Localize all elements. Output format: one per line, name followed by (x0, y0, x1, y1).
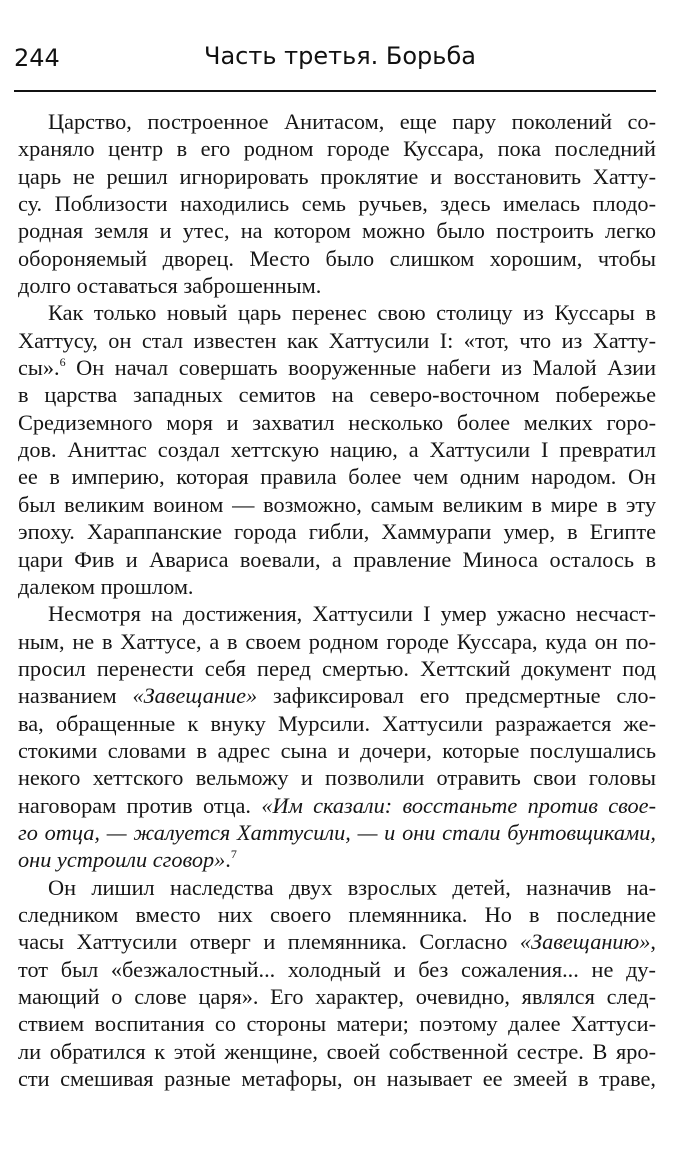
quote-fragment: они устроили сговор» (18, 847, 226, 873)
quote-fragment: го отца, — жалуется Хаттусили, — (18, 819, 385, 845)
text-line: ее в империю, которая правила более чем одним народом. Он (18, 464, 656, 490)
text-fragment: часы Хаттусили отверг и племянника. Согласно (18, 929, 520, 955)
text-line: ным, не в Хаттусе, а в своем родном городе Куссара, куда он по- (18, 628, 656, 654)
text-line (18, 819, 656, 846)
text-line: обороняемый дворец. Место было слишком хорошим, чтобы (18, 245, 656, 271)
text-fragment: сы». (18, 355, 60, 381)
footnote-ref: 6 (59, 355, 66, 370)
text-line: ва, обращенные к внуку Мурсили. Хаттусили разражается же- (18, 710, 656, 736)
text-fragment: зафиксировал его предсмертные сло- (257, 683, 656, 709)
text-line: сти смешивая разные метафоры, он называет ее змеей в траве, (18, 1066, 656, 1092)
text-fragment: . (225, 847, 231, 873)
text-line: в царства западных семитов на северо-восточном побережье (18, 382, 656, 408)
text-line: царь не решил игнорировать проклятие и восстановить Хатту- (18, 163, 656, 189)
text-line: стокими словами в адрес сына и дочери, которые послушались (18, 737, 656, 763)
text-line: Несмотря на достижения, Хаттусили I умер ужасно несчаст- (48, 601, 656, 627)
body-text (18, 108, 656, 1092)
text-fragment: Он начал совершать вооруженные набеги из Малой Азии (76, 355, 656, 381)
paragraph-4 (18, 874, 656, 1093)
text-fragment: названием (18, 683, 133, 709)
text-line (18, 682, 656, 709)
text-line: мающий о слове царя». Его характер, очевидно, являлся след- (18, 984, 656, 1009)
text-line: Он лишил наследства двух взрослых детей, назначив на- (48, 874, 656, 900)
text-line: просил перенести себя перед смертью. Хеттский документ под (18, 655, 656, 681)
quote-fragment: и они стали бунтовщиками, (384, 819, 656, 845)
document-title: «Завещанию» (519, 929, 651, 955)
document-title: «Завещание» (132, 683, 258, 709)
text-line: су. Поблизости находились семь ручьев, здесь имелась плодо- (18, 191, 656, 217)
chapter-title: Часть третья. Борьба (204, 42, 476, 70)
text-line (18, 792, 656, 819)
text-line: был великим воином — возможно, самым великим в мире в эту (18, 491, 656, 517)
running-head (14, 40, 650, 76)
text-line: родная земля и утес, на котором можно было построить легко (18, 218, 656, 244)
text-fragment: , (650, 929, 656, 955)
text-line: Хаттусу, он стал известен как Хаттусили I: «тот, что из Хатту- (18, 327, 656, 353)
text-line: следником вместо них своего племянника. Но в последние (18, 901, 656, 927)
paragraph-3 (18, 600, 656, 873)
paragraph-2 (18, 299, 656, 600)
text-line (18, 354, 656, 381)
text-line: далеком прошлом. (18, 573, 194, 599)
text-line (18, 928, 656, 955)
text-line: Средиземного моря и захватил несколько более мелких горо- (18, 409, 656, 435)
text-line: эпоху. Хараппанские города гибли, Хаммурапи умер, в Египте (18, 519, 656, 545)
text-line: некого хеттского вельможу и позволили отравить свои головы (18, 765, 656, 791)
text-line: долго оставаться заброшенным. (18, 273, 322, 299)
text-line: ли обратился к этой женщине, своей собственной сестре. В яро- (18, 1038, 656, 1064)
page-number: 244 (14, 44, 60, 72)
text-line: тот был «безжалостный... холодный и без сожаления... не ду- (18, 956, 656, 982)
text-line: храняло центр в его родном городе Куссара, пока последний (18, 136, 656, 162)
header-rule (14, 90, 656, 92)
text-line (18, 846, 656, 873)
text-line: цари Фив и Авариса воевали, а правление Миноса осталось в (18, 546, 656, 572)
paragraph-1 (18, 108, 656, 299)
text-line: ствием воспитания со стороны матери; поэтому далее Хаттуси- (18, 1011, 656, 1037)
text-line: Как только новый царь перенес свою столицу из Куссары в (48, 300, 656, 326)
text-line: дов. Аниттас создал хеттскую нацию, а Хаттусили I превратил (18, 437, 656, 463)
footnote-ref: 7 (230, 847, 237, 862)
text-fragment: наговорам против отца. (18, 792, 262, 818)
quote-fragment: «Им сказали: восстаньте против свое- (261, 792, 657, 818)
text-line: Царство, построенное Анитасом, еще пару поколений со- (48, 109, 656, 134)
